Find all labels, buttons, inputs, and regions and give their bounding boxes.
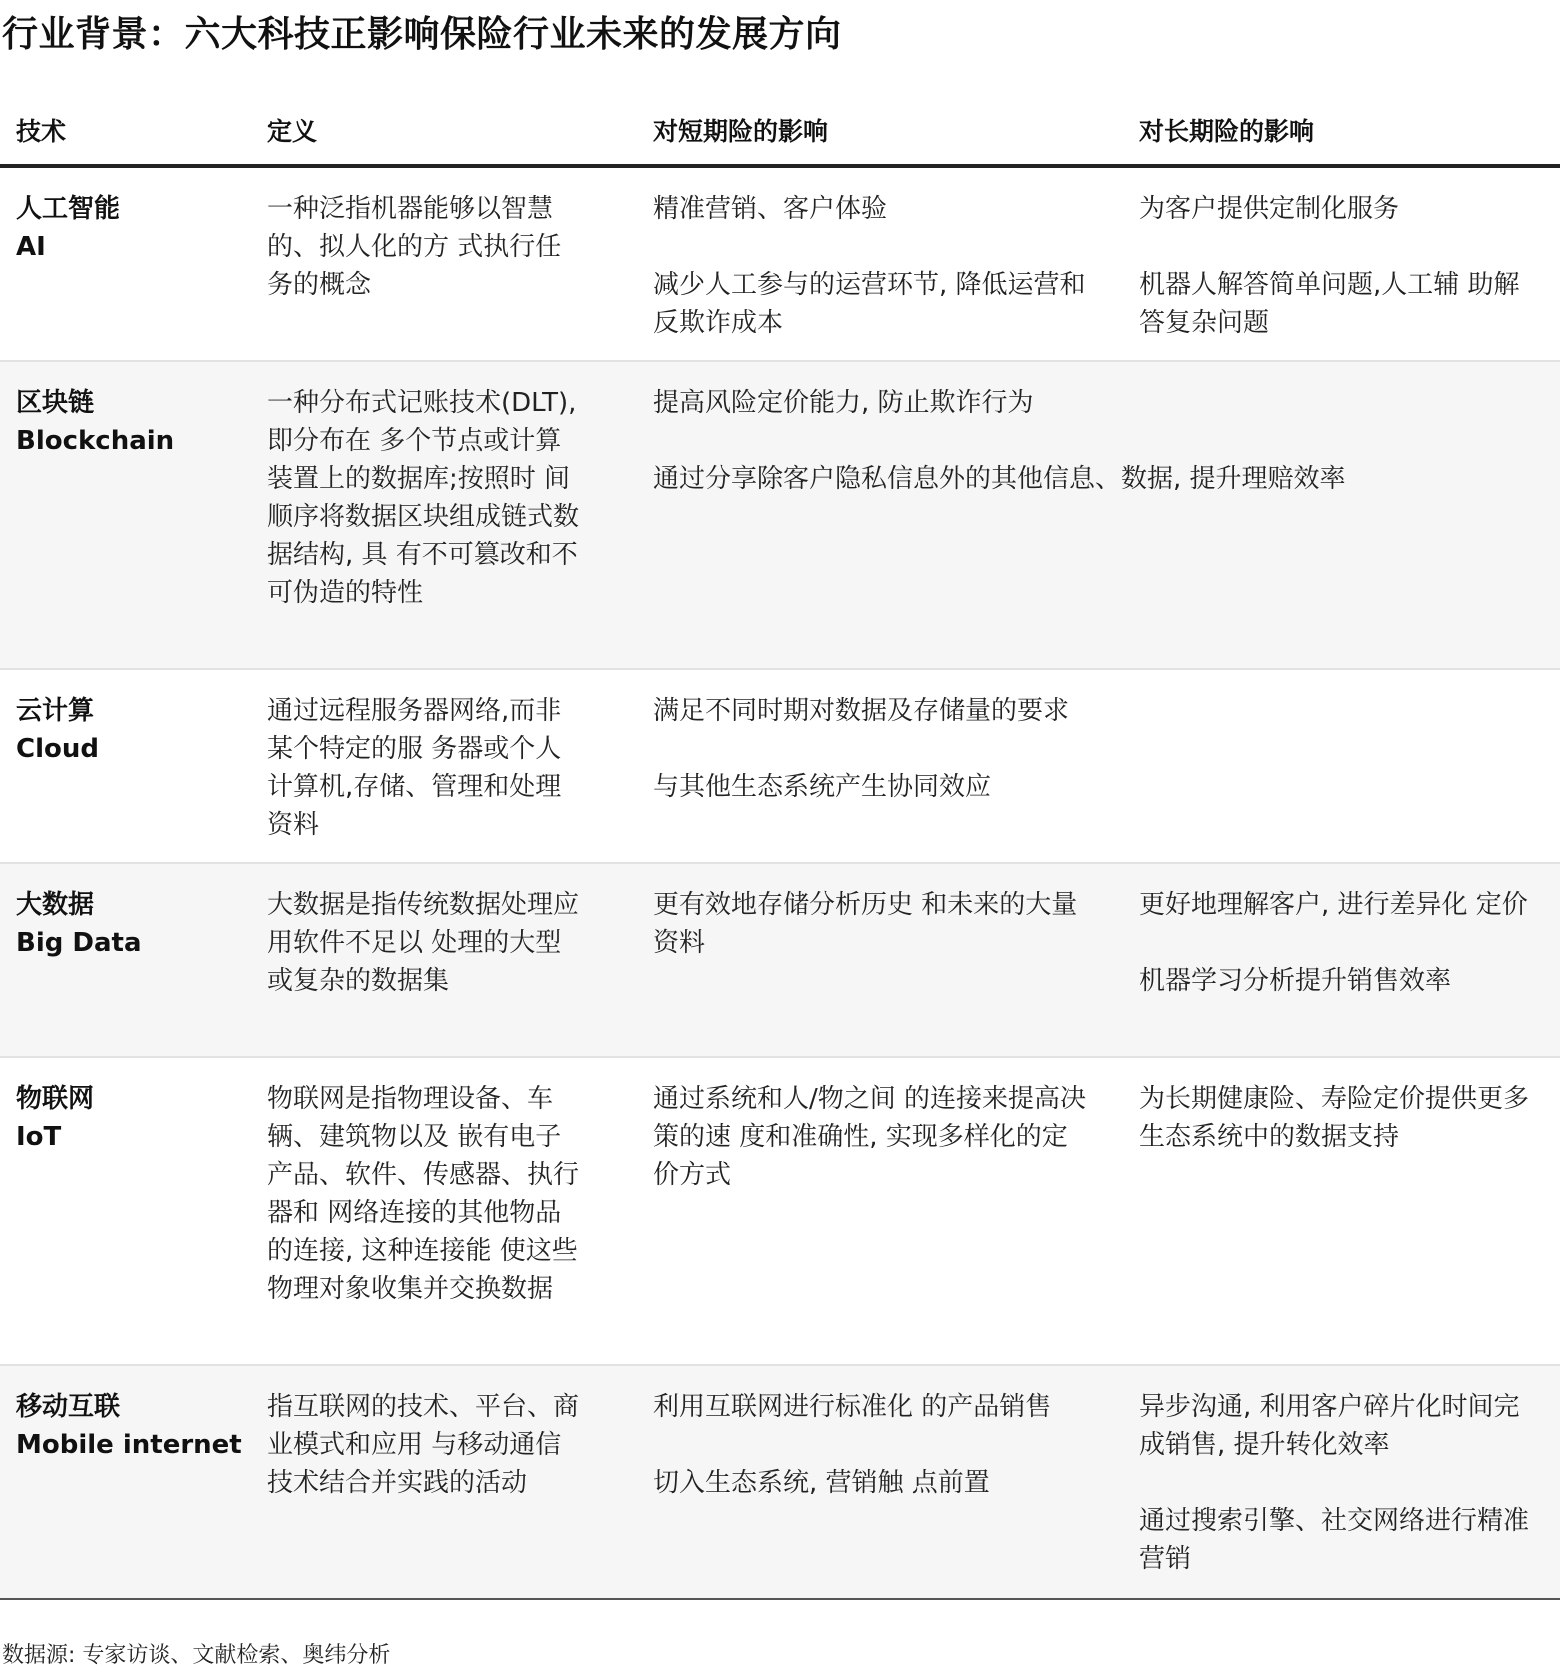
- impact-point: 通过分享除客户隐私信息外的其他信息、数据, 提升理赔效率: [653, 464, 1346, 494]
- tech-cell: [16, 886, 246, 962]
- tech-cell: [16, 384, 246, 460]
- long-term-cell: [1139, 886, 1539, 1000]
- short-term-point: 通过系统和人/物之间 的连接来提高决策的速 度和准确性, 实现多样化的定价方式: [653, 1084, 1087, 1190]
- table-header-row: [0, 92, 1560, 168]
- table-row-iot: [0, 1058, 1560, 1366]
- long-term-cell: [1139, 1080, 1539, 1156]
- definition-cell: 一种分布式记账技术(DLT),即分布在 多个节点或计算装置上的数据库;按照时 间顺序将数据区块组成链式数据结构, 具 有不可篡改和不可伪造的特性: [267, 388, 580, 608]
- short-term-cell: [653, 886, 1093, 962]
- table-row-cloud: [0, 670, 1560, 864]
- table-row-ai: [0, 168, 1560, 362]
- table-row-big-data: [0, 864, 1560, 1058]
- header-short-term: 对短期险的影响: [653, 117, 829, 146]
- tech-name-cn: 云计算: [16, 696, 95, 726]
- short-term-point: 减少人工参与的运营环节, 降低运营和反欺诈成本: [653, 270, 1086, 338]
- long-term-point: 异步沟通, 利用客户碎片化时间完成销售, 提升转化效率: [1139, 1392, 1520, 1460]
- long-term-point: 机器学习分析提升销售效率: [1139, 966, 1452, 996]
- long-term-point: 通过搜索引擎、社交网络进行精准营销: [1139, 1506, 1530, 1574]
- source-note: 数据源: 专家访谈、文献检索、奥纬分析: [2, 1643, 391, 1668]
- tech-name-en: Mobile internet: [16, 1430, 242, 1460]
- technology-impact-table: [0, 92, 1560, 1600]
- tech-name-cn: 区块链: [16, 388, 95, 418]
- table-row-mobile-internet: [0, 1366, 1560, 1600]
- tech-cell: [16, 692, 246, 768]
- long-term-cell: [1139, 190, 1539, 342]
- tech-name-en: Cloud: [16, 734, 99, 764]
- tech-name-en: Blockchain: [16, 426, 175, 456]
- tech-name-en: AI: [16, 232, 46, 262]
- definition-cell: 指互联网的技术、平台、商业模式和应用 与移动通信技术结合并实践的活动: [267, 1392, 580, 1498]
- header-tech: 技术: [16, 117, 67, 146]
- tech-name-cn: 移动互联: [16, 1392, 121, 1422]
- long-term-point: 为长期健康险、寿险定价提供更多生态系统中的数据支持: [1139, 1084, 1530, 1152]
- short-term-point: 更有效地存储分析历史 和未来的大量资料: [653, 890, 1078, 958]
- long-term-point: 机器人解答简单问题,人工辅 助解答复杂问题: [1139, 270, 1520, 338]
- tech-name-en: IoT: [16, 1122, 62, 1152]
- tech-name-cn: 物联网: [16, 1084, 95, 1114]
- definition-cell: 一种泛指机器能够以智慧的、拟人化的方 式执行任务的概念: [267, 194, 562, 300]
- tech-name-en: Big Data: [16, 928, 142, 958]
- tech-name-cn: 大数据: [16, 890, 95, 920]
- long-term-point: 更好地理解客户, 进行差异化 定价: [1139, 890, 1528, 920]
- definition-cell: 物联网是指物理设备、车辆、建筑物以及 嵌有电子产品、软件、传感器、执行器和 网络连接的其他物品的连接, 这种连接能 使这些物理对象收集并交换数据: [267, 1084, 580, 1304]
- short-term-cell: [653, 1388, 1093, 1502]
- table-row-blockchain: [0, 362, 1560, 670]
- header-long-term: 对长期险的影响: [1139, 117, 1315, 146]
- tech-cell: [16, 1388, 246, 1464]
- short-term-point: 切入生态系统, 营销触 点前置: [653, 1468, 990, 1498]
- impact-spanning-cell: [653, 692, 1533, 806]
- tech-cell: [16, 190, 246, 266]
- page-title: 行业背景：六大科技正影响保险行业未来的发展方向: [2, 14, 842, 55]
- tech-name-cn: 人工智能: [16, 194, 121, 224]
- short-term-cell: [653, 1080, 1093, 1194]
- impact-point: 满足不同时期对数据及存储量的要求: [653, 696, 1070, 726]
- tech-cell: [16, 1080, 246, 1156]
- definition-cell: 大数据是指传统数据处理应用软件不足以 处理的大型或复杂的数据集: [267, 890, 580, 996]
- long-term-cell: [1139, 1388, 1539, 1578]
- short-term-point: 精准营销、客户体验: [653, 194, 888, 224]
- long-term-point: 为客户提供定制化服务: [1139, 194, 1400, 224]
- impact-spanning-cell: [653, 384, 1533, 498]
- header-definition: 定义: [267, 117, 318, 146]
- impact-point: 提高风险定价能力, 防止欺诈行为: [653, 388, 1034, 418]
- impact-point: 与其他生态系统产生协同效应: [653, 772, 992, 802]
- short-term-point: 利用互联网进行标准化 的产品销售: [653, 1392, 1052, 1422]
- short-term-cell: [653, 190, 1093, 342]
- definition-cell: 通过远程服务器网络,而非某个特定的服 务器或个人计算机,存储、管理和处理资料: [267, 696, 562, 840]
